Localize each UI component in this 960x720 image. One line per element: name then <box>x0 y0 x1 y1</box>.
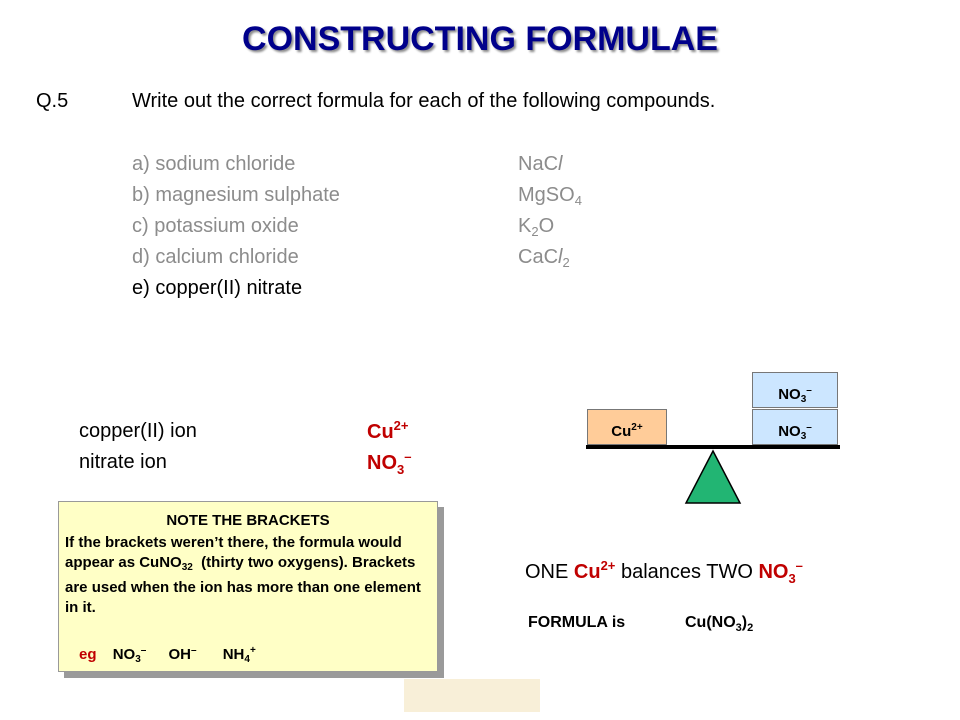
compound-a-label: a) sodium chloride <box>132 153 296 175</box>
compound-a-formula: NaCl <box>518 153 563 175</box>
formula-value: $Cu(NO_3)_2$ <box>685 614 754 634</box>
nitrate-ion-symbol: $NO_3^-$ <box>367 449 412 477</box>
balance-fulcrum <box>683 449 743 505</box>
copper-ion-label: copper(II) ion <box>79 420 197 442</box>
note-body: If the brackets weren’t there, the formula would appear as CuNO$_{32}$ (thirty two oxygens). Brackets are used when the ion has more than one element in it. <box>65 534 421 616</box>
question-number: Q.5 <box>36 90 69 112</box>
compound-c-label: c) potassium oxide <box>132 215 299 237</box>
nitrate-box-bottom: $NO_3^-$ <box>752 409 838 445</box>
compound-b-label: b) magnesium sulphate <box>132 184 340 206</box>
nitrate-ion-label: nitrate ion <box>79 451 167 473</box>
compound-b-formula: MgSO$_4$ <box>518 184 582 208</box>
note-box <box>58 501 438 672</box>
example-nh4: $NH_4^+$ <box>222 645 256 665</box>
balance-cu: $Cu^{2+}$ <box>573 558 616 583</box>
answer-placeholder <box>404 679 540 712</box>
balance-no3: $NO_3^-$ <box>758 558 803 586</box>
nitrate-box-top: $NO_3^-$ <box>752 372 838 408</box>
example-no3: $NO_3^-$ <box>112 645 147 665</box>
formula-label: FORMULA is <box>528 614 626 631</box>
compound-d-formula: CaCl$_2$ <box>518 246 570 270</box>
compound-c-formula: $K_2O$ <box>518 215 555 239</box>
note-eg: eg <box>79 646 97 663</box>
compound-d-label: d) calcium chloride <box>132 246 299 268</box>
copper-box: $Cu^{2+}$ <box>587 409 667 445</box>
copper-ion-symbol: $Cu^{2+}$ <box>367 418 409 443</box>
note-examples <box>79 645 256 665</box>
note-heading: NOTE THE BRACKETS <box>166 512 330 529</box>
page-title: CONSTRUCTING FORMULAE <box>242 20 718 58</box>
example-oh: OH– <box>168 645 197 663</box>
compound-e-label: e) copper(II) nitrate <box>132 277 303 299</box>
question-text: Write out the correct formula for each of the following compounds. <box>132 90 716 112</box>
balance-sentence: ONE $Cu^{2+}$ balances TWO $NO_3^-$ <box>525 558 803 586</box>
